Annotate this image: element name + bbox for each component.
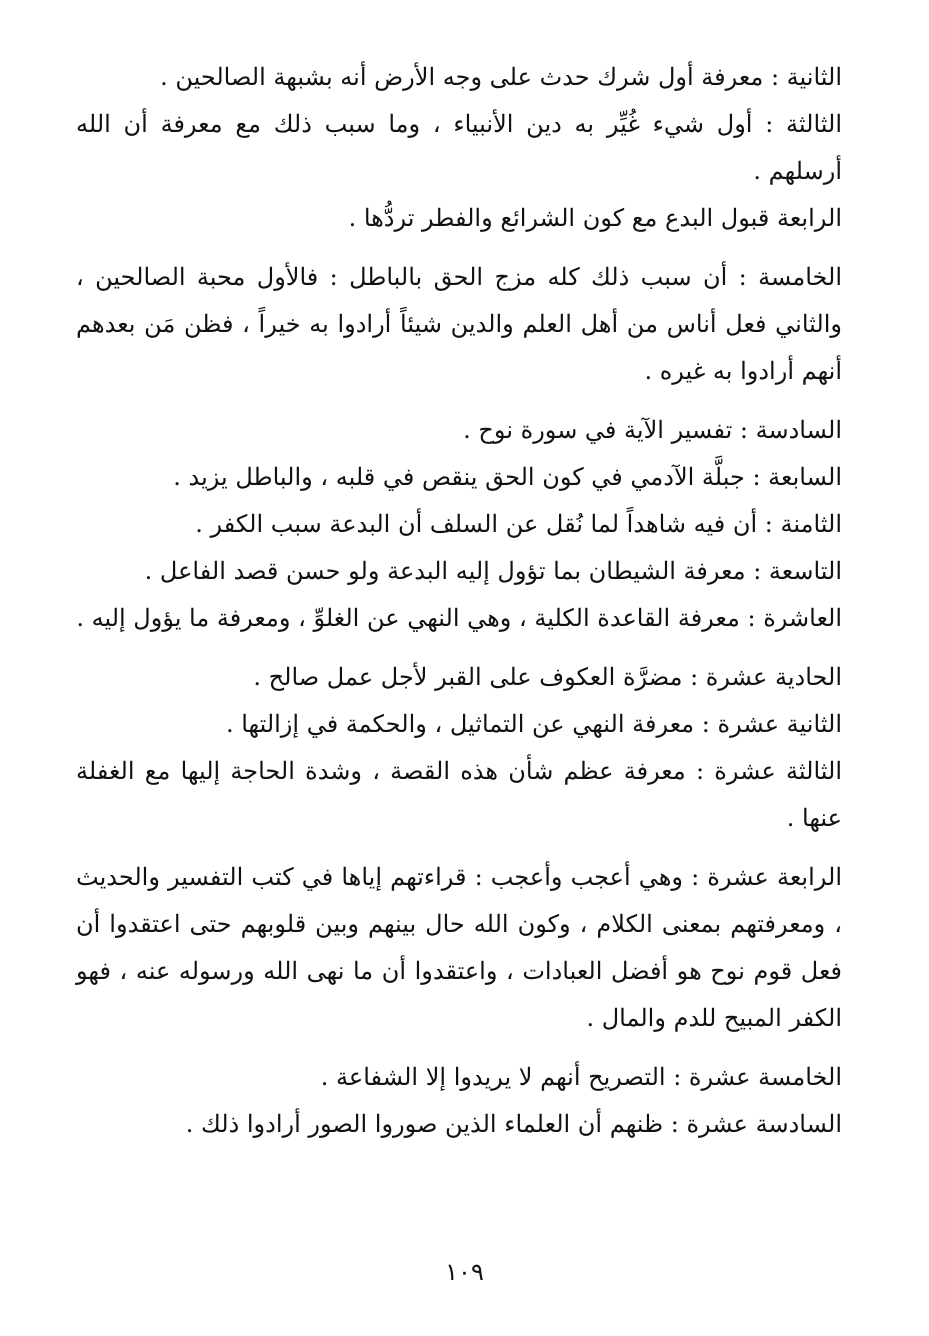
- point-4: الرابعة قبول البدع مع كون الشرائع والفطر تردُّها .: [348, 204, 842, 232]
- point-15: الخامسة عشرة : التصريح أنهم لا يريدوا إلا الشفاعة .: [320, 1063, 842, 1091]
- point-13: الثالثة عشرة : معرفة عظم شأن هذه القصة ، وشدة الحاجة إليها مع الغفلة عنها .: [76, 757, 842, 832]
- page-body: [76, 54, 842, 1148]
- page-number: ١٠٩: [445, 1258, 484, 1286]
- point-11: الحادية عشرة : مضرَّة العكوف على القبر لأجل عمل صالح .: [253, 663, 842, 691]
- point-12: الثانية عشرة : معرفة النهي عن التماثيل ، والحكمة في إزالتها .: [225, 710, 842, 738]
- point-5: الخامسة : أن سبب ذلك كله مزج الحق بالباطل : فالأول محبة الصالحين ، والثاني فعل أناس من أهل العلم والدين شيئاً أرادوا به خيراً ، فظن مَن بعدهم أنهم أرادوا به غيره .: [76, 263, 842, 385]
- point-16: السادسة عشرة : ظنهم أن العلماء الذين صوروا الصور أرادوا ذلك .: [185, 1110, 842, 1138]
- point-14: الرابعة عشرة : وهي أعجب وأعجب : قراءتهم إياها في كتب التفسير والحديث ، ومعرفتهم بمعنى الكلام ، وكون الله حال بينهم وبين قلوبهم حتى اعتقدوا أن فعل قوم نوح هو أفضل العبادات ، واعتقدوا أن ما نهى الله ورسوله عنه ، فهو الكفر المبيح للدم والمال .: [76, 863, 842, 1032]
- point-3: الثالثة : أول شيء غُيِّر به دين الأنبياء ، وما سبب ذلك مع معرفة أن الله أرسلهم .: [76, 110, 842, 185]
- point-7: السابعة : جبلَّة الآدمي في كون الحق ينقص في قلبه ، والباطل يزيد .: [173, 463, 842, 491]
- point-6: السادسة : تفسير الآية في سورة نوح .: [463, 416, 842, 444]
- point-2: الثانية : معرفة أول شرك حدث على وجه الأرض أنه بشبهة الصالحين .: [160, 63, 842, 91]
- point-8: الثامنة : أن فيه شاهداً لما نُقل عن السلف أن البدعة سبب الكفر .: [195, 510, 842, 538]
- point-9: التاسعة : معرفة الشيطان بما تؤول إليه البدعة ولو حسن قصد الفاعل .: [144, 557, 842, 585]
- point-10: العاشرة : معرفة القاعدة الكلية ، وهي النهي عن الغلوِّ ، ومعرفة ما يؤول إليه .: [76, 604, 842, 632]
